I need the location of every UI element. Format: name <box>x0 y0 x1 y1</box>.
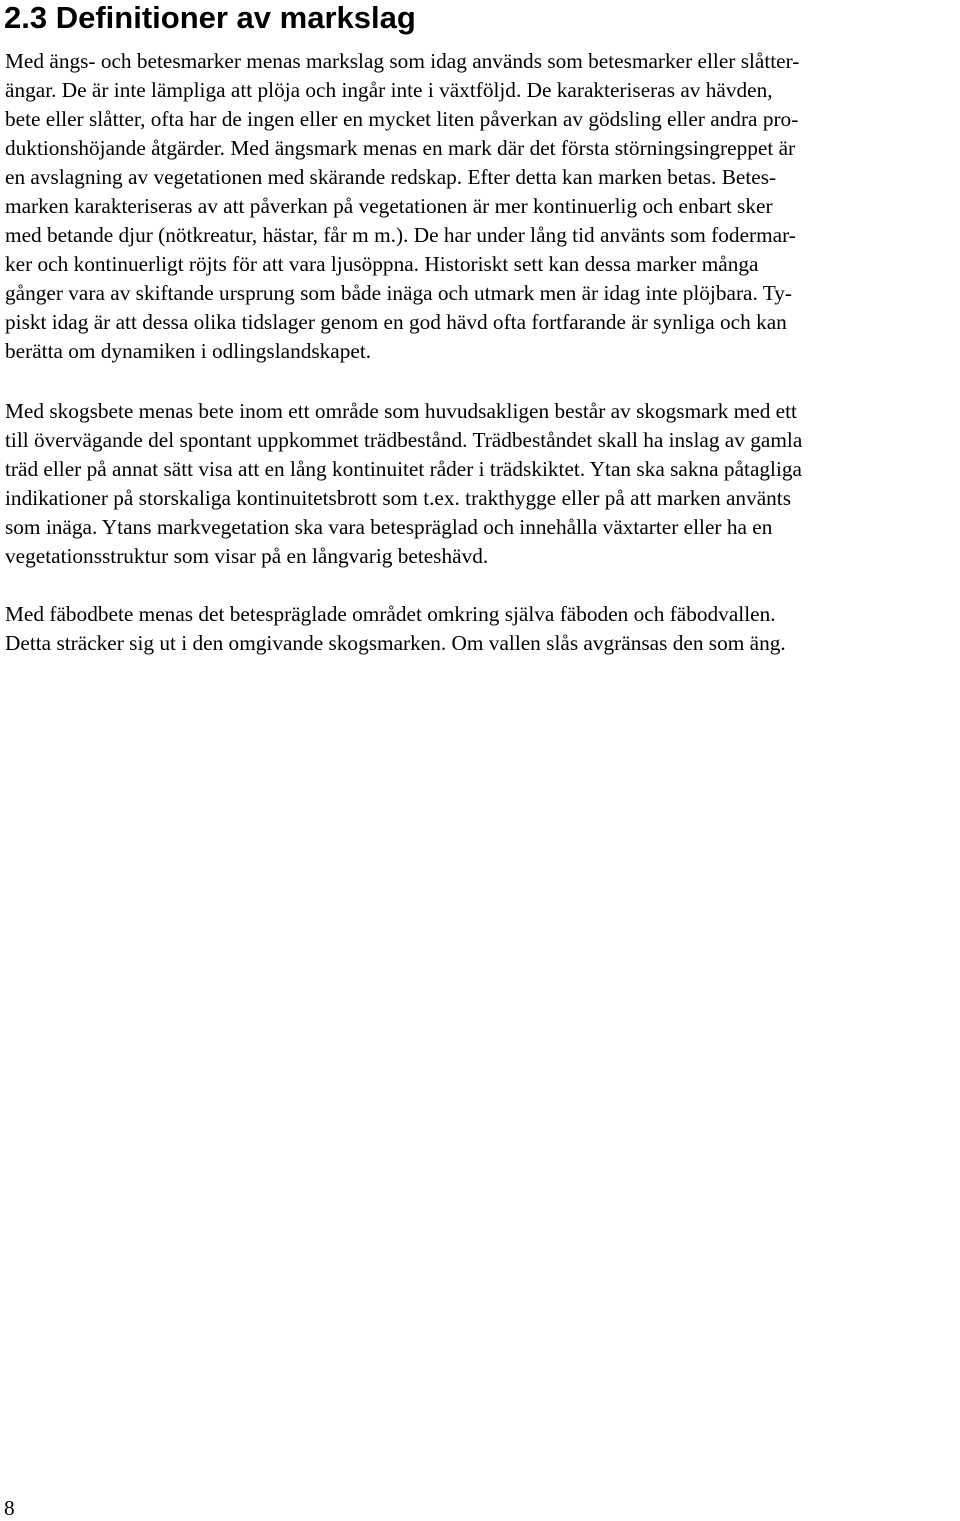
text-line: duktionshöjande åtgärder. Med ängsmark menas en mark där det första störningsingreppet är <box>5 136 796 160</box>
text-line: ängar. De är inte lämpliga att plöja och ingår inte i växtföljd. De karakteriseras av hävden, <box>5 78 773 102</box>
text-line: med betande djur (nötkreatur, hästar, får m m.). De har under lång tid använts som fodermar- <box>5 223 796 247</box>
text-line: berätta om dynamiken i odlingslandskapet. <box>5 339 372 363</box>
paragraph-forest-grazing <box>5 397 955 571</box>
text-line: piskt idag är att dessa olika tidslager genom en god hävd ofta fortfarande är synliga och kan <box>5 310 787 334</box>
text-line: en avslagning av vegetationen med skärande redskap. Efter detta kan marken betas. Betes- <box>5 165 777 189</box>
text-line: som inäga. Ytans markvegetation ska vara betespräglad och innehålla växtarter eller ha en <box>5 515 773 539</box>
text-line: Med fäbodbete menas det betespräglade området omkring själva fäboden och fäbodvallen. <box>5 602 776 626</box>
text-line: bete eller slåtter, ofta har de ingen eller en mycket liten påverkan av gödsling eller andra pro- <box>5 107 799 131</box>
page-number: 8 <box>4 1496 15 1520</box>
section-heading: 2.3 Definitioner av markslag <box>4 0 416 35</box>
text-line: ker och kontinuerligt röjts för att vara ljusöppna. Historiskt sett kan dessa marker många <box>5 252 759 276</box>
text-line: Med skogsbete menas bete inom ett område som huvudsakligen består av skogsmark med ett <box>5 399 797 423</box>
text-line: indikationer på storskaliga kontinuitetsbrott som t.ex. trakthygge eller på att marken använts <box>5 486 792 510</box>
paragraph-summer-farm-grazing <box>5 600 955 658</box>
text-line: gånger vara av skiftande ursprung som både inäga och utmark men är idag inte plöjbara. Ty- <box>5 281 793 305</box>
text-line: Detta sträcker sig ut i den omgivande skogsmarken. Om vallen slås avgränsas den som äng. <box>5 631 786 655</box>
text-line: träd eller på annat sätt visa att en lång kontinuitet råder i trädskiktet. Ytan ska sakna påtagliga <box>5 457 802 481</box>
text-line: marken karakteriseras av att påverkan på vegetationen är mer kontinuerlig och enbart sker <box>5 194 773 218</box>
paragraph-meadows-and-pastures <box>5 47 955 366</box>
text-line: Med ängs- och betesmarker menas markslag som idag används som betesmarker eller slåtter- <box>5 49 800 73</box>
text-line: till övervägande del spontant uppkommet trädbestånd. Trädbeståndet skall ha inslag av gamla <box>5 428 803 452</box>
text-line: vegetationsstruktur som visar på en långvarig beteshävd. <box>5 544 489 568</box>
